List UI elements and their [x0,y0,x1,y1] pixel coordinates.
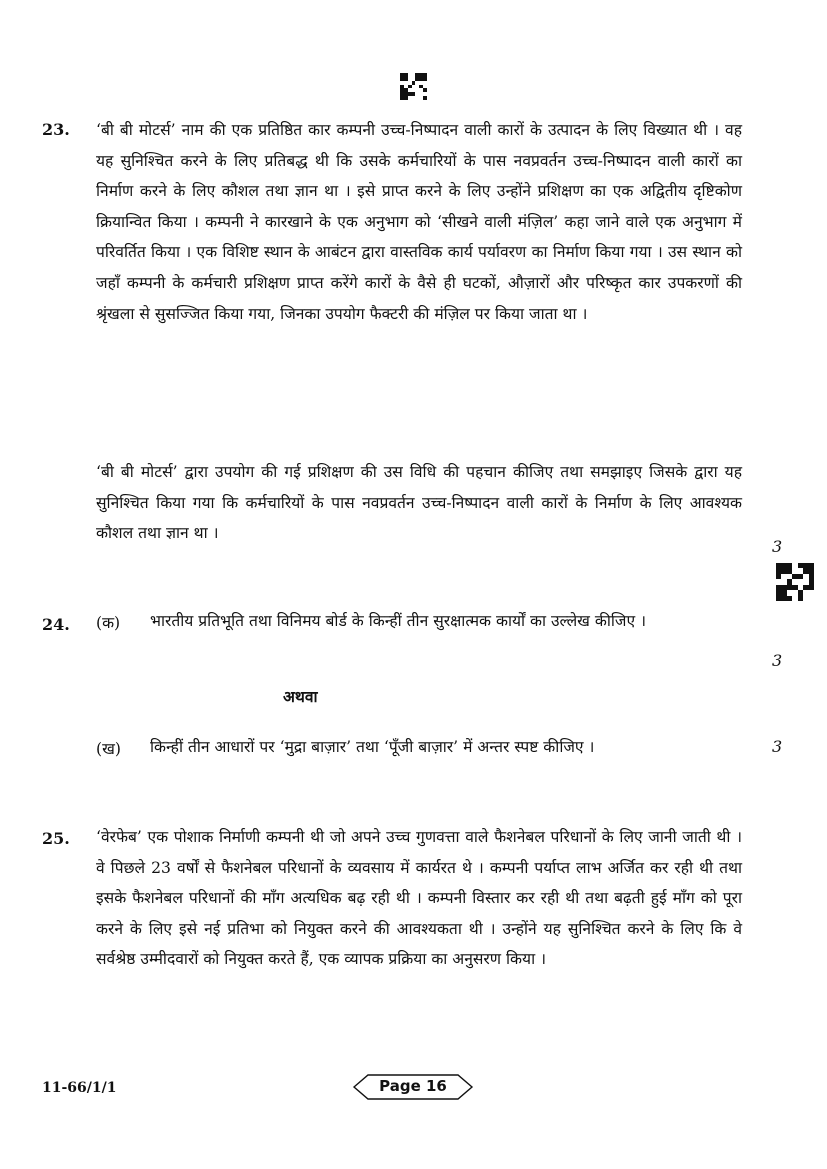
paper-code: 11-66/1/1 [42,1080,117,1096]
question-25-passage: ‘वेरफेब’ एक पोशाक निर्माणी कम्पनी थी जो अपने उच्च गुणवत्ता वाले फैशनेबल परिधानों के लिए जानी जाती थी । वे पिछले 23 वर्षों से फैशनेबल परिधानों के व्यवसाय में कार्यरत थे । कम्पनी पर्याप्त लाभ अर्जित कर रही थी तथा इसके फैशनेबल परिधानों की माँग अत्यधिक बढ़ रही थी । कम्पनी विस्तार कर रही थी तथा बढ़ती हुई माँग को पूरा करने के लिए इसे नई प्रतिभा को नियुक्त करने की आवश्यकता थी । उन्होंने यह सुनिश्चित करने के लिए कि वे सर्वश्रेष्ठ उम्मीदवारों को नियुक्त करते हैं, एक व्यापक प्रक्रिया का अनुसरण किया । [96,828,742,969]
qr-code-top-icon [400,73,427,100]
page-number-badge [352,1073,474,1101]
or-separator: अथवा [283,687,318,706]
question-23-number: 23. [42,120,70,139]
qr-module [809,596,814,601]
question-24-b-marks: 3 [772,737,783,756]
question-23-prompt: ‘बी बी मोटर्स’ द्वारा उपयोग की गई प्रशिक्षण की उस विधि की पहचान कीजिए तथा समझाइए जिसके द्वारा यह सुनिश्चित किया गया कि कर्मचारियों के पास नवप्रवर्तन उच्च-निष्पादन वाली कारों के निर्माण के लिए आवश्यक कौशल तथा ज्ञान था । [96,463,742,543]
question-24-a-label: (क) [96,614,121,632]
question-24-number: 24. [42,615,70,634]
qr-module [423,96,427,100]
question-24-b-label: (ख) [96,740,121,758]
question-25-number: 25. [42,829,70,848]
question-23-passage: ‘बी बी मोटर्स’ नाम की एक प्रतिष्ठित कार कम्पनी उच्च-निष्पादन वाली कारों के उत्पादन के लिए विख्यात थी । वह यह सुनिश्चित करने के लिए प्रतिबद्ध थी कि उसके कर्मचारियों के पास नवप्रवर्तन उच्च-निष्पादन वाली कारों का निर्माण करने के लिए कौशल तथा ज्ञान था । इसे प्राप्त करने के लिए उन्होंने प्रशिक्षण का एक अद्वितीय दृष्टिकोण क्रियान्वित किया । कम्पनी ने कारखाने के एक अनुभाग को ‘सीखने वाली मंज़िल’ कहा जाने वाले एक अनुभाग में परिवर्तित किया । एक विशिष्ट स्थान के आबंटन द्वारा वास्तविक कार्य पर्यावरण का निर्माण किया गया । उस स्थान को जहाँ कम्पनी के कर्मचारी प्रशिक्षण प्राप्त करेंगे कारों के वैसे ही घटकों, औज़ारों और परिष्कृत कार उपकरणों की श्रृंखला से सुसज्जित किया गया, जिनका उपयोग फैक्टरी की मंज़िल पर किया जाता था । [96,121,742,323]
question-23-marks: 3 [772,537,783,556]
question-24-b-text: किन्हीं तीन आधारों पर ‘मुद्रा बाज़ार’ तथा ‘पूँजी बाज़ार’ में अन्तर स्पष्ट कीजिए । [150,738,595,756]
question-24-a-marks: 3 [772,651,783,670]
page-number: Page 16 [379,1077,447,1095]
qr-code-side-icon [776,563,814,601]
question-24-a-text: भारतीय प्रतिभूति तथा विनिमय बोर्ड के किन्हीं तीन सुरक्षात्मक कार्यों का उल्लेख कीजिए । [150,612,646,630]
